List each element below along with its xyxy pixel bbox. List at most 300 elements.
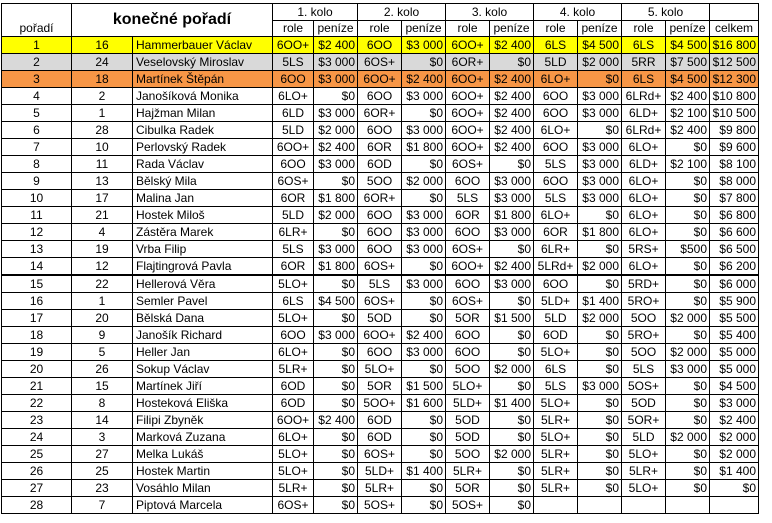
rank-cell: 16 — [2, 293, 72, 310]
round-4-money-cell: $4 500 — [578, 37, 622, 54]
round-3-role-cell: 5LR+ — [446, 463, 490, 480]
rank-cell: 3 — [2, 71, 72, 88]
rank-cell: 24 — [2, 429, 72, 446]
round-5-money-cell: $0 — [666, 275, 710, 293]
round-3-money-cell: $3 000 — [490, 275, 534, 293]
round-2-money-cell: $2 400 — [402, 71, 446, 88]
rank-cell: 18 — [2, 327, 72, 344]
round-3-role-cell: 6OO+ — [446, 37, 490, 54]
round-3-role-cell: 6OS+ — [446, 293, 490, 310]
round-5-role-cell: 5RO+ — [622, 293, 666, 310]
round-4-role-cell: 6LO+ — [534, 207, 578, 224]
table-row — [2, 105, 759, 122]
round-2-role-cell: 6OO — [358, 241, 402, 258]
round-1-role-cell: 6LO+ — [273, 429, 314, 446]
round-1-money-cell: $4 500 — [314, 293, 358, 310]
round-4-money-cell: $2 000 — [578, 310, 622, 327]
total-cell: $16 800 — [710, 37, 759, 54]
round-5-money-cell: $2 400 — [666, 88, 710, 105]
rank-cell: 4 — [2, 88, 72, 105]
table-row — [2, 293, 759, 310]
round-4-money-cell: $0 — [578, 344, 622, 361]
round-3-money-cell: $0 — [490, 156, 534, 173]
round-2-role-cell: 6OR+ — [358, 190, 402, 207]
player-name-cell: Piptová Marcela — [133, 497, 273, 514]
total-cell: $6 600 — [710, 224, 759, 241]
player-number-cell: 9 — [72, 327, 133, 344]
player-name-cell: Sokup Václav — [133, 361, 273, 378]
player-number-cell: 8 — [72, 395, 133, 412]
player-name-cell: Rada Václav — [133, 156, 273, 173]
round-1-money-cell: $0 — [314, 446, 358, 463]
round-1-role-cell: 6OR — [273, 258, 314, 276]
round-3-money-cell: $1 400 — [490, 395, 534, 412]
round-3-money-cell: $3 000 — [490, 224, 534, 241]
round-2-money-cell: $3 000 — [402, 275, 446, 293]
table-row — [2, 378, 759, 395]
round-5-role-cell: 5OS+ — [622, 378, 666, 395]
round-1-money-cell: $0 — [314, 224, 358, 241]
round-5-role-cell: 6LO+ — [622, 224, 666, 241]
total-cell: $10 500 — [710, 105, 759, 122]
round-4-role-cell: 6OD — [534, 327, 578, 344]
round-1-role-cell: 5LD — [273, 207, 314, 224]
standings-sheet — [1, 3, 759, 514]
player-name-cell: Malina Jan — [133, 190, 273, 207]
round-5-money-cell: $4 500 — [666, 37, 710, 54]
table-row — [2, 139, 759, 156]
round-1-role-cell: 6OO+ — [273, 412, 314, 429]
player-name-cell: Melka Lukáš — [133, 446, 273, 463]
table-row — [2, 224, 759, 241]
round-1-money-cell: $1 800 — [314, 190, 358, 207]
player-number-cell: 27 — [72, 446, 133, 463]
round-3-money-cell: $2 000 — [490, 361, 534, 378]
round-5-money-cell: $500 — [666, 241, 710, 258]
round-5-role-cell: 6LO+ — [622, 139, 666, 156]
round-2-money-cell: $1 800 — [402, 139, 446, 156]
round-3-money-cell: $3 000 — [490, 190, 534, 207]
round-5-money-cell: $2 400 — [666, 122, 710, 139]
player-name-cell: Bělský Mila — [133, 173, 273, 190]
player-name-cell: Hostek Miloš — [133, 207, 273, 224]
rank-cell: 28 — [2, 497, 72, 514]
round-4-money-cell: $2 000 — [578, 258, 622, 276]
round-4-role-cell: 5LR+ — [534, 412, 578, 429]
round-5-money-cell: $0 — [666, 224, 710, 241]
round-4-role-cell: 5LS — [534, 190, 578, 207]
player-number-cell: 18 — [72, 71, 133, 88]
player-name-cell: Filipi Zbyněk — [133, 412, 273, 429]
round-2-role-cell: 6OD — [358, 156, 402, 173]
round-2-role-cell: 6OO — [358, 122, 402, 139]
round-3-role-cell: 6OR+ — [446, 54, 490, 71]
round-1-role-cell: 6LD — [273, 105, 314, 122]
role-header: role — [273, 21, 314, 37]
total-cell: $6 800 — [710, 207, 759, 224]
round-4-money-cell: $0 — [578, 241, 622, 258]
round-5-money-cell: $0 — [666, 327, 710, 344]
rank-cell: 22 — [2, 395, 72, 412]
table-row — [2, 275, 759, 293]
round-2-role-cell: 5OO+ — [358, 395, 402, 412]
round-3-role-cell: 6OO — [446, 327, 490, 344]
round-3-role-cell: 6OO+ — [446, 258, 490, 276]
round-2-role-cell: 6OO — [358, 344, 402, 361]
round-5-role-cell: 5OO — [622, 310, 666, 327]
rank-cell: 5 — [2, 105, 72, 122]
player-number-cell: 1 — [72, 293, 133, 310]
round-4-money-cell: $3 000 — [578, 88, 622, 105]
round-1-money-cell: $3 000 — [314, 54, 358, 71]
rank-cell: 23 — [2, 412, 72, 429]
round-3-role-cell: 5OO — [446, 446, 490, 463]
round-5-role-cell — [622, 497, 666, 514]
round-1-role-cell: 6LS — [273, 293, 314, 310]
player-name-cell: Marková Zuzana — [133, 429, 273, 446]
rank-cell: 27 — [2, 480, 72, 497]
round-2-money-cell: $3 000 — [402, 88, 446, 105]
round-5-role-cell: 6LO+ — [622, 258, 666, 276]
round-1-money-cell: $1 800 — [314, 258, 358, 276]
table-row — [2, 429, 759, 446]
round-5-role-cell: 6LD+ — [622, 105, 666, 122]
round-2-role-cell: 5LD+ — [358, 463, 402, 480]
player-number-cell: 7 — [72, 497, 133, 514]
round-5-money-cell: $2 000 — [666, 310, 710, 327]
round-2-money-cell: $2 400 — [402, 327, 446, 344]
table-row — [2, 361, 759, 378]
total-cell: $12 500 — [710, 54, 759, 71]
round-3-money-cell: $2 400 — [490, 71, 534, 88]
round-1-money-cell: $3 000 — [314, 327, 358, 344]
round-5-money-cell: $0 — [666, 173, 710, 190]
round-1-money-cell: $2 000 — [314, 207, 358, 224]
player-name-cell: Martínek Jiří — [133, 378, 273, 395]
total-cell: $12 300 — [710, 71, 759, 88]
round-4-role-cell: 5LD — [534, 310, 578, 327]
round-3-money-cell: $1 800 — [490, 207, 534, 224]
money-header: peníze — [578, 21, 622, 37]
round-4-role-cell: 6LO+ — [534, 71, 578, 88]
round-3-money-cell: $2 400 — [490, 139, 534, 156]
round-1-role-cell: 5LD — [273, 122, 314, 139]
round-2-money-cell: $0 — [402, 258, 446, 276]
round-5-role-cell: 6LS — [622, 37, 666, 54]
round-1-money-cell: $0 — [314, 344, 358, 361]
round-1-money-cell: $3 000 — [314, 105, 358, 122]
round-4-role-cell: 5LS — [534, 378, 578, 395]
round-3-money-cell: $0 — [490, 463, 534, 480]
rank-cell: 21 — [2, 378, 72, 395]
round-2-role-cell: 6OO — [358, 88, 402, 105]
round-1-role-cell: 6OO+ — [273, 139, 314, 156]
round-2-role-cell: 6OO+ — [358, 327, 402, 344]
round-4-money-cell: $0 — [578, 275, 622, 293]
rank-header: pořadí — [2, 4, 72, 37]
round-5-money-cell: $3 000 — [666, 361, 710, 378]
player-number-cell: 19 — [72, 241, 133, 258]
round-2-money-cell: $0 — [402, 156, 446, 173]
round-1-role-cell: 5LO+ — [273, 446, 314, 463]
round-4-money-cell: $3 000 — [578, 378, 622, 395]
round-3-role-cell: 6OO+ — [446, 105, 490, 122]
round-2-money-cell: $0 — [402, 429, 446, 446]
table-row — [2, 395, 759, 412]
round-5-money-cell: $0 — [666, 446, 710, 463]
round-1-role-cell: 5LR+ — [273, 480, 314, 497]
round-3-role-cell: 6OO — [446, 275, 490, 293]
total-cell: $7 800 — [710, 190, 759, 207]
round-3-role-cell: 5OO — [446, 361, 490, 378]
round-3-money-cell: $2 000 — [490, 446, 534, 463]
player-name-cell: Cibulka Radek — [133, 122, 273, 139]
round-4-role-cell: 5LS — [534, 156, 578, 173]
round-4-role-cell: 6OR — [534, 224, 578, 241]
total-cell: $5 900 — [710, 293, 759, 310]
player-name-cell: Hostek Martin — [133, 463, 273, 480]
rank-cell: 14 — [2, 258, 72, 276]
round-4-money-cell: $0 — [578, 395, 622, 412]
round-1-role-cell: 6LO+ — [273, 344, 314, 361]
round-3-role-cell: 5LS — [446, 190, 490, 207]
role-header: role — [358, 21, 402, 37]
round-3-role-cell: 5LO+ — [446, 378, 490, 395]
round-3-money-cell: $0 — [490, 241, 534, 258]
round-4-role-cell: 6OO — [534, 173, 578, 190]
total-cell — [710, 497, 759, 514]
rank-cell: 13 — [2, 241, 72, 258]
round-2-role-cell: 5OS+ — [358, 497, 402, 514]
round-3-role-cell: 6OR — [446, 207, 490, 224]
table-row — [2, 412, 759, 429]
round-1-role-cell: 6OD — [273, 378, 314, 395]
total-header-spacer — [710, 4, 759, 21]
round-5-money-cell: $0 — [666, 412, 710, 429]
round-2-role-cell: 6OO+ — [358, 71, 402, 88]
round-4-money-cell: $2 000 — [578, 54, 622, 71]
round-3-role-cell: 6OO+ — [446, 88, 490, 105]
round-2-money-cell: $0 — [402, 105, 446, 122]
standings-table — [1, 3, 759, 514]
round-2-role-cell: 6OS+ — [358, 54, 402, 71]
round-4-role-cell: 6OO — [534, 88, 578, 105]
round-4-role-cell: 6LO+ — [534, 122, 578, 139]
round-4-role-cell — [534, 497, 578, 514]
player-name-cell: Hajžman Milan — [133, 105, 273, 122]
round-2-role-cell: 5OO — [358, 173, 402, 190]
round-1-money-cell: $0 — [314, 480, 358, 497]
money-header: peníze — [402, 21, 446, 37]
table-row — [2, 258, 759, 276]
rank-cell: 26 — [2, 463, 72, 480]
round-4-money-cell: $0 — [578, 327, 622, 344]
player-name-cell: Martínek Štěpán — [133, 71, 273, 88]
player-number-cell: 12 — [72, 258, 133, 276]
round-1-role-cell: 5LO+ — [273, 310, 314, 327]
player-name-cell: Vosáhlo Milan — [133, 480, 273, 497]
rank-cell: 1 — [2, 37, 72, 54]
round-2-role-cell: 6OS+ — [358, 446, 402, 463]
round-1-money-cell: $0 — [314, 310, 358, 327]
round-2-money-cell: $3 000 — [402, 344, 446, 361]
round-1-money-cell: $0 — [314, 275, 358, 293]
player-number-cell: 2 — [72, 88, 133, 105]
round-3-money-cell: $0 — [490, 344, 534, 361]
round-4-money-cell: $0 — [578, 207, 622, 224]
player-number-cell: 21 — [72, 207, 133, 224]
round-5-role-cell: 5RS+ — [622, 241, 666, 258]
round-3-money-cell: $0 — [490, 480, 534, 497]
round-4-role-cell: 5LD+ — [534, 293, 578, 310]
round-4-money-cell: $0 — [578, 446, 622, 463]
player-number-cell: 16 — [72, 37, 133, 54]
player-number-cell: 17 — [72, 190, 133, 207]
round-5-money-cell — [666, 497, 710, 514]
total-cell: $1 400 — [710, 463, 759, 480]
round-5-money-cell: $2 000 — [666, 344, 710, 361]
round-5-role-cell: 6LS — [622, 71, 666, 88]
rank-cell: 25 — [2, 446, 72, 463]
round-4-role-cell: 6OO — [534, 275, 578, 293]
round-2-role-cell: 6OO — [358, 37, 402, 54]
round-1-role-cell: 6OO — [273, 71, 314, 88]
round-2-money-cell: $0 — [402, 54, 446, 71]
total-cell: $2 000 — [710, 429, 759, 446]
round-1-role-cell: 6OR — [273, 190, 314, 207]
player-name-cell: Vrba Filip — [133, 241, 273, 258]
total-cell: $5 400 — [710, 327, 759, 344]
round-3-role-cell: 5OS+ — [446, 497, 490, 514]
player-name-cell: Heller Jan — [133, 344, 273, 361]
round-3-role-cell: 6OO — [446, 344, 490, 361]
total-cell: $0 — [710, 480, 759, 497]
round-3-role-cell: 6OO+ — [446, 71, 490, 88]
round-4-role-cell: 5LR+ — [534, 446, 578, 463]
round-5-money-cell: $2 000 — [666, 429, 710, 446]
round-2-role-cell: 6OD — [358, 412, 402, 429]
player-number-cell: 13 — [72, 173, 133, 190]
total-cell: $5 000 — [710, 344, 759, 361]
round-4-role-cell: 6LS — [534, 361, 578, 378]
total-cell: $5 000 — [710, 361, 759, 378]
round-2-money-cell: $0 — [402, 190, 446, 207]
rank-cell: 7 — [2, 139, 72, 156]
round-3-money-cell: $0 — [490, 497, 534, 514]
round-1-money-cell: $0 — [314, 173, 358, 190]
role-header: role — [534, 21, 578, 37]
round-2-role-cell: 6OO — [358, 224, 402, 241]
round-2-money-cell: $0 — [402, 293, 446, 310]
player-number-cell: 26 — [72, 361, 133, 378]
round-1-role-cell: 6OO+ — [273, 37, 314, 54]
round-3-money-cell: $1 500 — [490, 310, 534, 327]
rank-cell: 9 — [2, 173, 72, 190]
round-5-money-cell: $2 100 — [666, 105, 710, 122]
round-5-money-cell: $0 — [666, 207, 710, 224]
round-5-role-cell: 5RO+ — [622, 327, 666, 344]
round-3-role-cell: 6OO+ — [446, 122, 490, 139]
round-1-money-cell: $3 000 — [314, 241, 358, 258]
round-1-money-cell: $2 400 — [314, 139, 358, 156]
round-5-money-cell: $0 — [666, 378, 710, 395]
round-4-money-cell: $1 400 — [578, 293, 622, 310]
table-row — [2, 310, 759, 327]
round-5-money-cell: $7 500 — [666, 54, 710, 71]
round-5-role-cell: 5OD — [622, 395, 666, 412]
round-4-role-cell: 6OO — [534, 139, 578, 156]
round-1-role-cell: 6OO — [273, 327, 314, 344]
round-1-money-cell: $3 000 — [314, 71, 358, 88]
table-row — [2, 463, 759, 480]
player-name-cell: Hammerbauer Václav — [133, 37, 273, 54]
round-3-role-cell: 6OO+ — [446, 139, 490, 156]
table-row — [2, 327, 759, 344]
round-4-money-cell: $0 — [578, 361, 622, 378]
round-4-role-cell: 5LO+ — [534, 344, 578, 361]
round-5-role-cell: 6LD+ — [622, 156, 666, 173]
money-header: peníze — [314, 21, 358, 37]
round-2-header: 2. kolo — [358, 4, 446, 21]
round-3-role-cell: 6OO — [446, 224, 490, 241]
round-2-money-cell: $0 — [402, 446, 446, 463]
round-4-money-cell: $0 — [578, 122, 622, 139]
table-row — [2, 497, 759, 514]
round-3-role-cell: 5OR — [446, 480, 490, 497]
round-4-money-cell: $3 000 — [578, 173, 622, 190]
round-4-role-cell: 6LR+ — [534, 241, 578, 258]
round-4-money-cell: $0 — [578, 412, 622, 429]
round-2-role-cell: 6OR+ — [358, 105, 402, 122]
round-3-money-cell: $0 — [490, 378, 534, 395]
round-5-role-cell: 5LS — [622, 361, 666, 378]
round-3-role-cell: 5OD — [446, 412, 490, 429]
round-3-role-cell: 5LD+ — [446, 395, 490, 412]
round-2-role-cell: 6OR — [358, 139, 402, 156]
role-header: role — [622, 21, 666, 37]
round-4-role-cell: 5LD — [534, 54, 578, 71]
page-title: konečné pořadí — [72, 4, 273, 37]
round-1-role-cell: 5LR+ — [273, 361, 314, 378]
table-row — [2, 37, 759, 54]
round-5-role-cell: 6LRd+ — [622, 122, 666, 139]
round-2-money-cell: $0 — [402, 361, 446, 378]
player-name-cell: Flajtingrová Pavla — [133, 258, 273, 276]
round-1-money-cell: $2 000 — [314, 122, 358, 139]
round-5-role-cell: 5LR+ — [622, 463, 666, 480]
total-cell: $5 500 — [710, 310, 759, 327]
round-5-money-cell: $2 100 — [666, 156, 710, 173]
player-name-cell: Janošík Richard — [133, 327, 273, 344]
round-2-money-cell: $0 — [402, 310, 446, 327]
round-2-role-cell: 5LO+ — [358, 361, 402, 378]
round-3-money-cell: $0 — [490, 327, 534, 344]
round-1-money-cell: $2 400 — [314, 412, 358, 429]
rank-cell: 19 — [2, 344, 72, 361]
rank-cell: 17 — [2, 310, 72, 327]
round-4-role-cell: 5LR+ — [534, 463, 578, 480]
rank-cell: 10 — [2, 190, 72, 207]
round-1-role-cell: 6OO — [273, 156, 314, 173]
total-cell: $2 400 — [710, 412, 759, 429]
round-4-header: 4. kolo — [534, 4, 622, 21]
total-cell: $8 000 — [710, 173, 759, 190]
round-2-money-cell: $1 500 — [402, 378, 446, 395]
total-cell: $6 200 — [710, 258, 759, 276]
player-number-cell: 15 — [72, 378, 133, 395]
round-2-money-cell: $0 — [402, 480, 446, 497]
round-3-role-cell: 5OR — [446, 310, 490, 327]
